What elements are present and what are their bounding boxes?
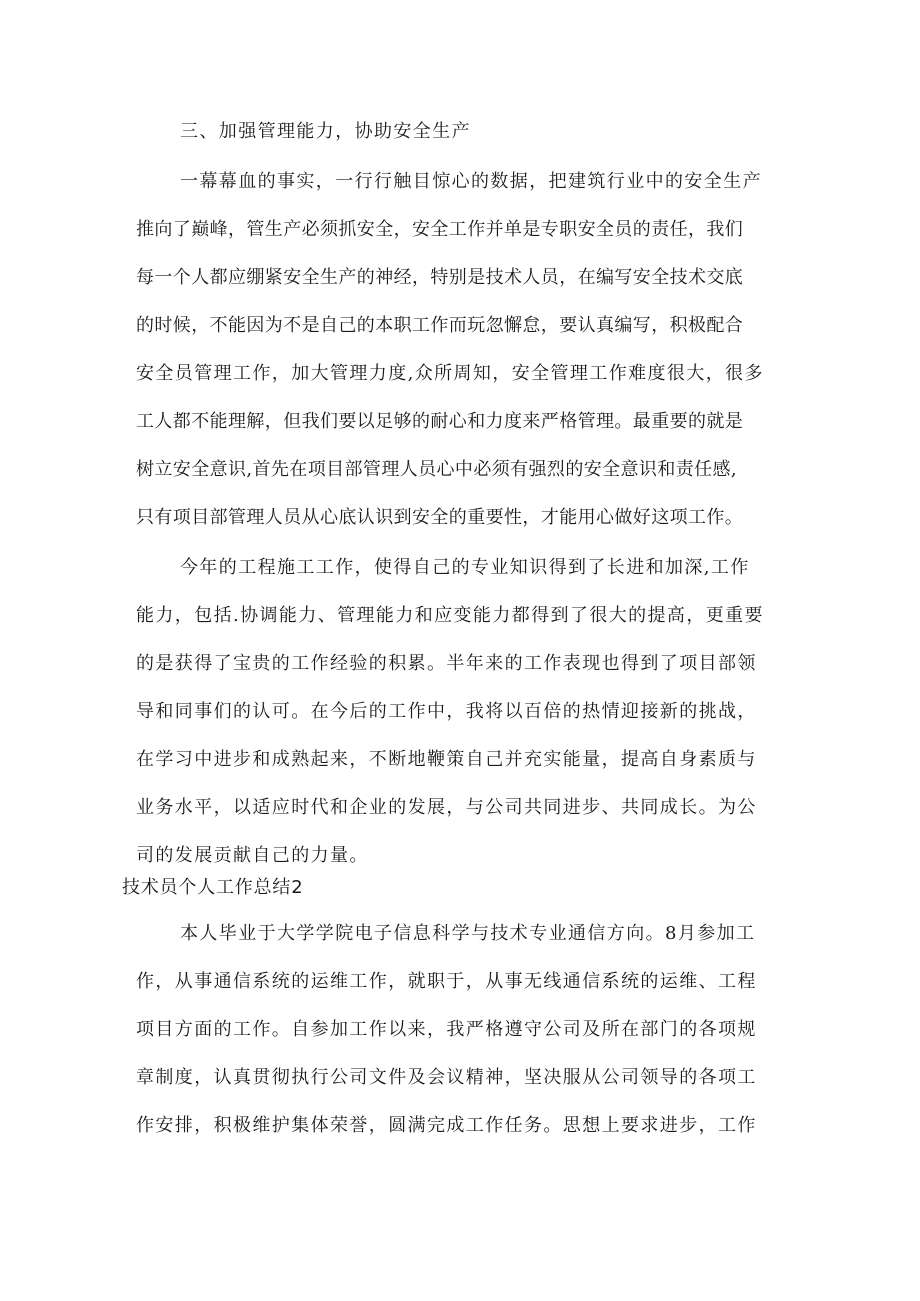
paragraph-line: 能力，包括.协调能力、管理能力和应变能力都得到了很大的提高，更重要 [136,605,764,626]
paragraph-line: 项目方面的工作。自参加工作以来，我严格遵守公司及所在部门的各项规 [136,1019,757,1040]
section-heading: 三、加强管理能力，协助安全生产 [180,121,471,142]
paragraph-line: 只有项目部管理人员从心底认识到安全的重要性，才能用心做好这项工作。 [136,507,744,528]
paragraph-line: 的是获得了宝贵的工作经验的积累。半年来的工作表现也得到了项目部领 [136,653,757,674]
paragraph-line: 章制度，认真贯彻执行公司文件及会议精神，坚决服从公司领导的各项工 [136,1067,757,1088]
paragraph-line: 在学习中进步和成熟起来，不断地鞭策自己并充实能量，提高自身素质与 [136,749,757,770]
paragraph-line: 司的发展贡献自己的力量。 [136,845,369,866]
paragraph-line: 作，从事通信系统的运维工作，就职于，从事无线通信系统的运维、工程 [136,971,757,992]
paragraph-line: 工人都不能理解，但我们要以足够的耐心和力度来严格管理。最重要的就是 [136,411,744,432]
paragraph-line: 每一个人都应绷紧安全生产的神经，特别是技术人员，在编写安全技术交底 [136,267,744,288]
paragraph-line: 今年的工程施工工作，使得自己的专业知识得到了长进和加深,工作 [180,557,750,578]
paragraph-line: 的时候，不能因为不是自己的本职工作而玩忽懈怠，要认真编写，积极配合 [136,315,744,336]
paragraph-line: 一幕幕血的事实，一行行触目惊心的数据，把建筑行业中的安全生产 [180,171,762,192]
paragraph-line: 作安排，积极维护集体荣誉，圆满完成工作任务。思想上要求进步，工作 [136,1115,757,1136]
paragraph-line: 业务水平，以适应时代和企业的发展，与公司共同进步、共同成长。为公 [136,797,757,818]
paragraph-line: 本人毕业于大学学院电子信息科学与技术专业通信方向。8月参加工 [180,923,756,944]
document-title: 技术员个人工作总结2 [122,877,304,898]
paragraph-line: 树立安全意识,首先在项目部管理人员心中必须有强烈的安全意识和责任感, [136,459,738,480]
paragraph-line: 推向了巅峰，管生产必须抓安全，安全工作并单是专职安全员的责任，我们 [136,219,744,240]
paragraph-line: 导和同事们的认可。在今后的工作中，我将以百倍的热情迎接新的挑战， [136,701,757,722]
paragraph-line: 安全员管理工作，加大管理力度,众所周知，安全管理工作难度很大，很多 [136,363,764,384]
